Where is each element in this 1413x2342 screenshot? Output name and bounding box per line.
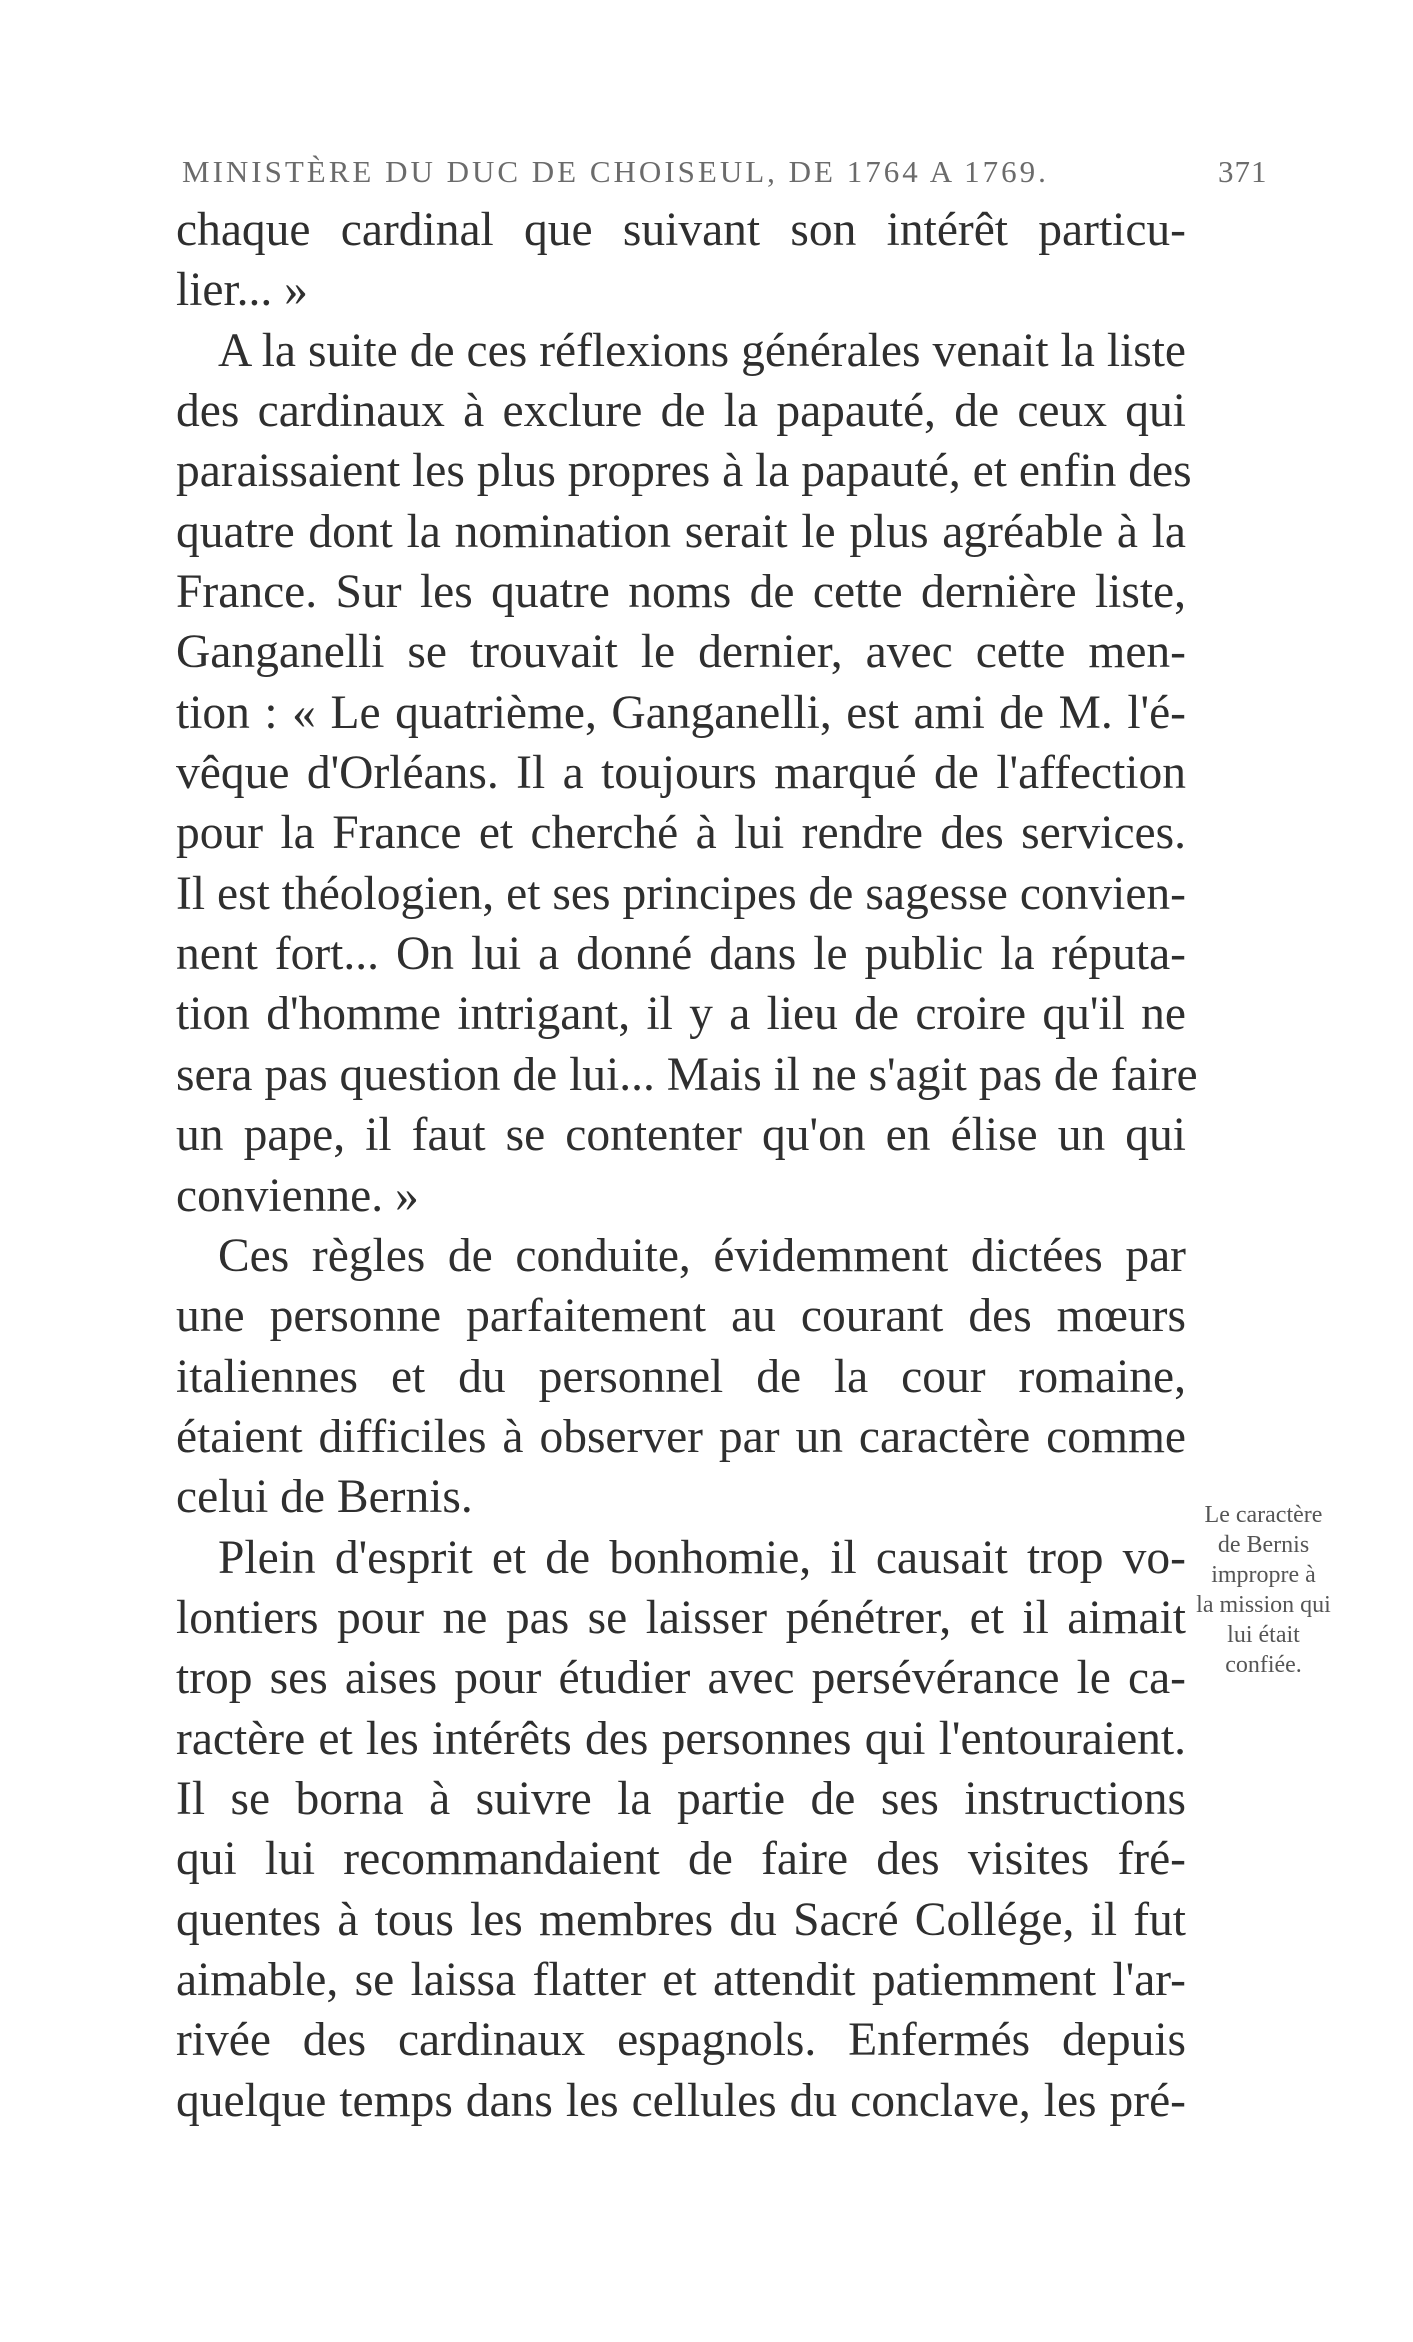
text-line: celui de Bernis. [176,1471,473,1524]
running-head-title: MINISTÈRE DU DUC DE CHOISEUL, DE 1764 A 1769. [182,154,1049,189]
text-line: italiennes et du personnel de la cour romaine, [176,1350,1186,1403]
text-line: étaient difficiles à observer par un caractère comme [176,1410,1186,1463]
text-line: des cardinaux à exclure de la papauté, de ceux qui [176,385,1186,438]
margin-note-line: impropre à [1211,1562,1316,1588]
text-line: aimable, se laissa flatter et attendit patiemment l'ar- [176,1953,1186,2006]
text-line: quentes à tous les membres du Sacré Collége, il fut [176,1893,1186,1946]
text-line: chaque cardinal que suivant son intérêt particu- [176,204,1186,256]
margin-note [1176,1500,1351,1680]
text-line: Il est théologien, et ses principes de sagesse convien- [176,867,1186,920]
text-line: lontiers pour ne pas se laisser pénétrer, et il aimait [176,1591,1186,1644]
margin-note-line: lui était [1227,1622,1300,1648]
running-head [182,154,1413,194]
text-line: paraissaient les plus propres à la papauté, et enfin des [176,445,1192,498]
text-line: vêque d'Orléans. Il a toujours marqué de l'affection [176,747,1186,800]
margin-note-line: Le caractère [1204,1502,1323,1528]
text-line: A la suite de ces réflexions générales venait la liste [218,324,1186,377]
text-line: un pape, il faut se contenter qu'on en élise un qui [176,1109,1186,1162]
text-line: convienne. » [176,1169,419,1222]
margin-note-line: de Bernis [1217,1532,1310,1558]
text-line: sera pas question de lui... Mais il ne s'agit pas de faire [176,1048,1198,1101]
page-number: 371 [1218,154,1268,189]
text-line: Ces règles de conduite, évidemment dictées par [218,1229,1186,1282]
text-line: ractère et les intérêts des personnes qui l'entouraient. [176,1712,1186,1765]
margin-note-line: confiée. [1225,1652,1302,1678]
text-line: une personne parfaitement au courant des mœurs [176,1290,1186,1343]
text-line: trop ses aises pour étudier avec persévérance le ca- [176,1652,1186,1705]
text-line: nent fort... On lui a donné dans le public la réputa- [176,928,1186,981]
text-line: Plein d'esprit et de bonhomie, il causait trop vo- [218,1531,1186,1584]
text-line: lier... » [176,264,308,317]
margin-note-line: la mission qui [1196,1592,1331,1618]
text-line: tion : « Le quatrième, Ganganelli, est ami de M. l'é- [176,686,1186,739]
text-line: Ganganelli se trouvait le dernier, avec cette men- [176,626,1186,679]
text-line: tion d'homme intrigant, il y a lieu de croire qu'il ne [176,988,1186,1041]
body-text [176,200,1198,2131]
text-line: pour la France et cherché à lui rendre des services. [176,807,1186,860]
text-line: quelque temps dans les cellules du conclave, les pré- [176,2074,1186,2127]
text-line: quatre dont la nomination serait le plus agréable à la [176,505,1186,558]
text-line: rivée des cardinaux espagnols. Enfermés depuis [176,2014,1186,2067]
text-line: France. Sur les quatre noms de cette dernière liste, [176,566,1186,619]
text-line: qui lui recommandaient de faire des visites fré- [176,1833,1186,1886]
text-line: Il se borna à suivre la partie de ses instructions [176,1772,1186,1825]
